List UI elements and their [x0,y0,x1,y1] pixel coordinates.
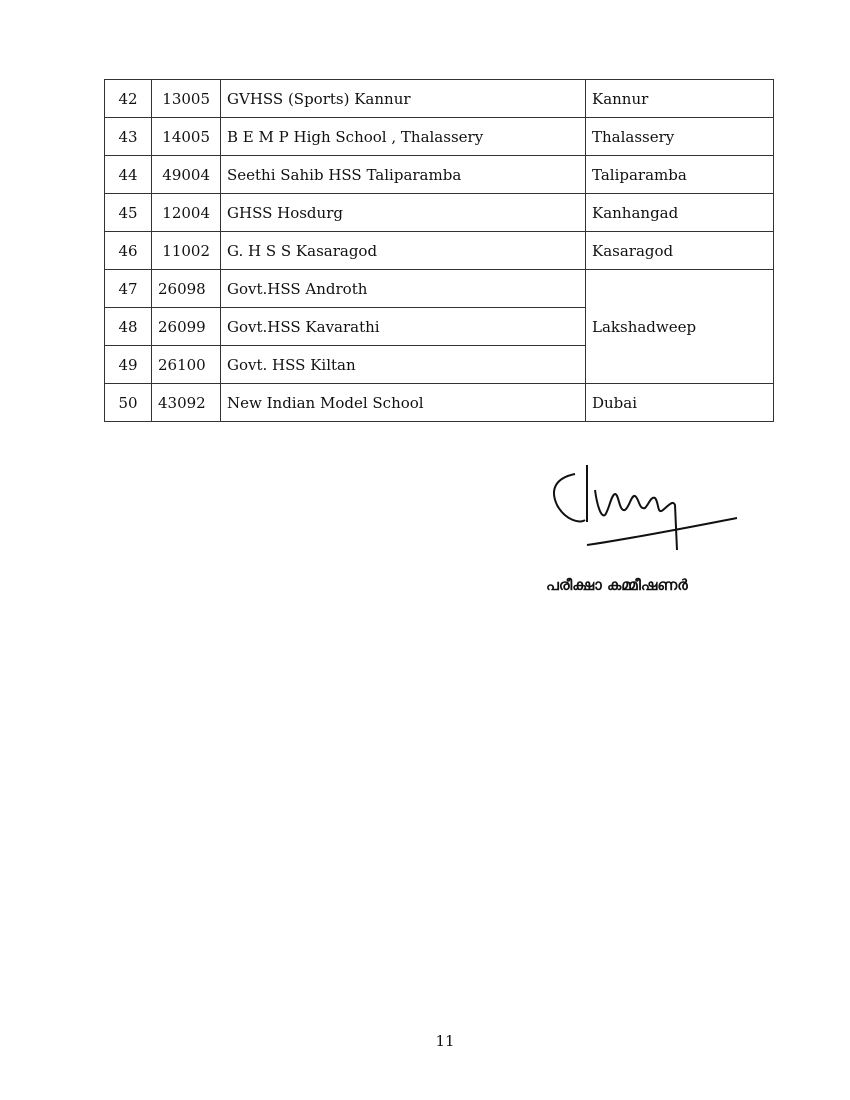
serial-number: 48 [105,308,152,346]
table-row [105,232,774,270]
serial-number: 43 [105,118,152,156]
serial-number: 42 [105,80,152,118]
table-row [105,156,774,194]
school-code: 26100 [152,346,221,384]
table-row [105,80,774,118]
school-code: 26098 [152,270,221,308]
table-row [105,194,774,232]
place: Thalassery [586,118,774,156]
place: Kasaragod [586,232,774,270]
place: Kanhangad [586,194,774,232]
serial-number: 45 [105,194,152,232]
school-name: GHSS Hosdurg [221,194,586,232]
school-name: G. H S S Kasaragod [221,232,586,270]
table-row [105,270,774,308]
school-name: Seethi Sahib HSS Taliparamba [221,156,586,194]
serial-number: 49 [105,346,152,384]
serial-number: 50 [105,384,152,422]
school-name: Govt.HSS Androth [221,270,586,308]
serial-number: 44 [105,156,152,194]
school-code: 49004 [152,156,221,194]
place: Lakshadweep [586,270,774,384]
place: Dubai [586,384,774,422]
place: Taliparamba [586,156,774,194]
table-row [105,118,774,156]
table-row [105,384,774,422]
school-name: Govt. HSS Kiltan [221,346,586,384]
signatory-title: പരീക്ഷാ കമ്മീഷണർ [546,576,688,594]
serial-number: 47 [105,270,152,308]
school-name: Govt.HSS Kavarathi [221,308,586,346]
school-name: New Indian Model School [221,384,586,422]
school-name: GVHSS (Sports) Kannur [221,80,586,118]
school-code: 12004 [152,194,221,232]
school-table [104,79,774,422]
school-code: 11002 [152,232,221,270]
school-code: 26099 [152,308,221,346]
page-number: 11 [435,1032,455,1050]
school-code: 43092 [152,384,221,422]
school-code: 13005 [152,80,221,118]
school-code: 14005 [152,118,221,156]
place: Kannur [586,80,774,118]
school-name: B E M P High School , Thalassery [221,118,586,156]
serial-number: 46 [105,232,152,270]
signature [545,460,745,555]
